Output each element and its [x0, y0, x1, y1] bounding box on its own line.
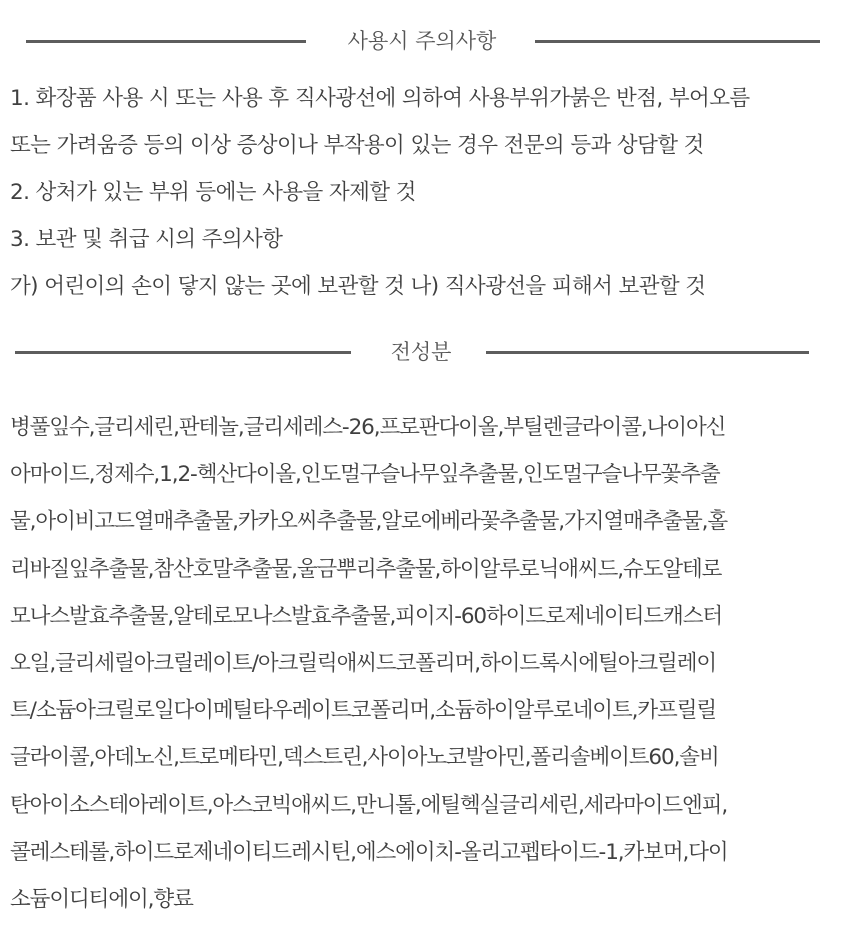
caution-line: 1. 화장품 사용 시 또는 사용 후 직사광선에 의하여 사용부위가붉은 반점, 부어오름	[10, 86, 750, 111]
caution-line: 2. 상처가 있는 부위 등에는 사용을 자제할 것	[10, 180, 416, 205]
ingredients-line: 글라이콜,아데노신,트로메타민,덱스트린,사이아노코발아민,폴리솔베이트60,솔비	[10, 745, 719, 771]
divider-line-right	[535, 40, 820, 43]
ingredients-line: 병풀잎수,글리세린,판테놀,글리세레스-26,프로판다이올,부틸렌글라이콜,나이아신	[10, 415, 726, 440]
ingredients-line: 아마이드,정제수,1,2-헥산다이올,인도멀구슬나무잎추출물,인도멀구슬나무꽃추출	[10, 462, 720, 488]
ingredients-line: 탄아이소스테아레이트,아스코빅애씨드,만니톨,에틸헥실글리세린,세라마이드엔피,	[10, 792, 728, 818]
ingredients-line: 물,아이비고드열매추출물,카카오씨추출물,알로에베라꽃추출물,가지열매추출물,홀	[10, 509, 728, 535]
divider-line-right	[486, 351, 809, 354]
caution-text-block	[10, 75, 855, 310]
caution-section-header	[0, 26, 860, 56]
ingredients-line: 오일,글리세릴아크릴레이트/아크릴릭애씨드코폴리머,하이드록시에틸아크릴레이	[10, 650, 717, 676]
divider-line-left	[26, 40, 306, 43]
divider-line-left	[15, 351, 351, 354]
caution-title: 사용시 주의사항	[347, 29, 497, 53]
caution-line: 3. 보관 및 취급 시의 주의사항	[10, 227, 283, 252]
ingredients-line: 콜레스테롤,하이드로제네이티드레시틴,에스에이치-올리고펩타이드-1,카보머,다이	[10, 839, 728, 865]
ingredients-title: 전성분	[390, 340, 452, 364]
caution-line: 또는 가려움증 등의 이상 증상이나 부작용이 있는 경우 전문의 등과 상담할 것	[10, 133, 704, 158]
ingredients-line: 모나스발효추출물,알테로모나스발효추출물,피이지-60하이드로제네이티드캐스터	[10, 603, 723, 629]
caution-line: 가) 어린이의 손이 닿지 않는 곳에 보관할 것 나) 직사광선을 피해서 보관할 것	[10, 274, 706, 299]
ingredients-line: 리바질잎추출물,참산호말추출물,울금뿌리추출물,하이알루로닉애씨드,슈도알테로	[10, 556, 722, 582]
ingredients-line: 소듐이디티에이,향료	[10, 886, 193, 912]
ingredients-text-block	[10, 404, 855, 923]
ingredients-section-header	[0, 337, 860, 367]
ingredients-line: 트/소듐아크릴로일다이메틸타우레이트코폴리머,소듐하이알루로네이트,카프릴릴	[10, 698, 717, 724]
